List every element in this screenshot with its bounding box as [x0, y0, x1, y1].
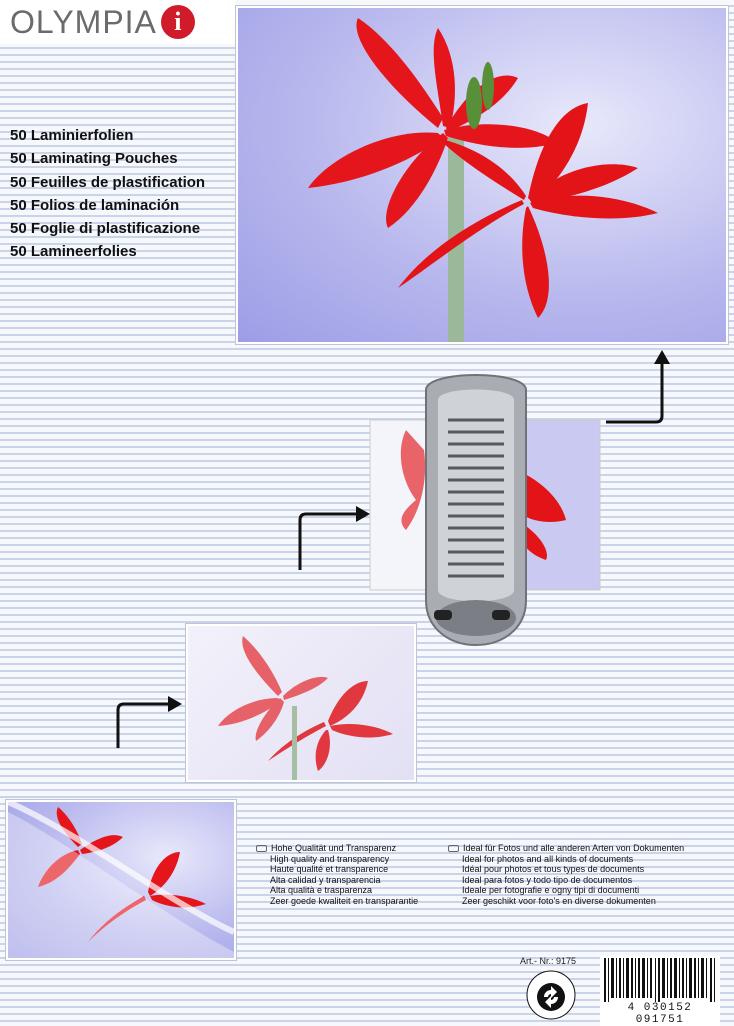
- product-name-de: 50 Laminierfolien: [10, 127, 134, 144]
- product-name-es: 50 Folios de laminación: [10, 196, 180, 214]
- pouch-photo: [6, 800, 236, 960]
- product-name-nl: 50 Lamineerfolies: [10, 243, 137, 261]
- arrow-icon: [600, 350, 680, 430]
- hero-flower-photo: [236, 6, 728, 344]
- brand-name: OLYMPIA: [10, 3, 157, 40]
- checkbox-icon: [448, 845, 459, 852]
- product-name-en: 50 Laminating Pouches: [10, 150, 178, 168]
- features-quality: [270, 843, 418, 906]
- barcode-number: 4 030152 091751: [600, 1002, 720, 1026]
- feature-usage-en: Ideal for photos and all kinds of documents: [462, 853, 634, 864]
- feature-usage-es: Ideal para fotos y todo tipo de documentos: [462, 874, 633, 885]
- feature-usage-nl: Zeer geschikt voor foto's en diverse dokumenten: [462, 895, 656, 906]
- product-names: [10, 124, 205, 264]
- product-name-it: 50 Foglie di plastificazione: [10, 220, 201, 238]
- feature-quality-it: Alta qualità e trasparenza: [270, 885, 373, 895]
- product-name-fr: 50 Feuilles de plastification: [10, 173, 206, 191]
- feature-usage-fr: Idéal pour photos et tous types de documents: [462, 864, 645, 874]
- features-usage: [462, 843, 684, 906]
- checkbox-icon: [256, 845, 267, 852]
- brand-logo: [0, 0, 236, 44]
- article-number: Art.- Nr.: 9175: [520, 956, 577, 966]
- feature-usage-it: Ideale per fotografie e ogny tipi di documenti: [462, 885, 640, 895]
- olympia-logo-icon: i: [161, 5, 195, 39]
- flower-illustration: [238, 8, 726, 342]
- green-dot-icon: [526, 970, 576, 1020]
- feature-quality-fr: Haute qualité et transparence: [270, 864, 389, 874]
- arrow-icon: [112, 690, 186, 750]
- feature-quality-en: High quality and transparency: [270, 853, 390, 864]
- feature-quality-es: Alta calidad y transparencia: [270, 874, 381, 885]
- feature-usage-de: Ideal für Fotos und alle anderen Arten von Dokumenten: [462, 843, 684, 854]
- arrow-icon: [294, 500, 374, 574]
- document-photo: [186, 624, 416, 782]
- feature-quality-de: Hohe Qualität und Transparenz: [270, 843, 418, 854]
- feature-quality-nl: Zeer goede kwaliteit en transparantie: [270, 895, 419, 906]
- flower-buds: [466, 62, 494, 129]
